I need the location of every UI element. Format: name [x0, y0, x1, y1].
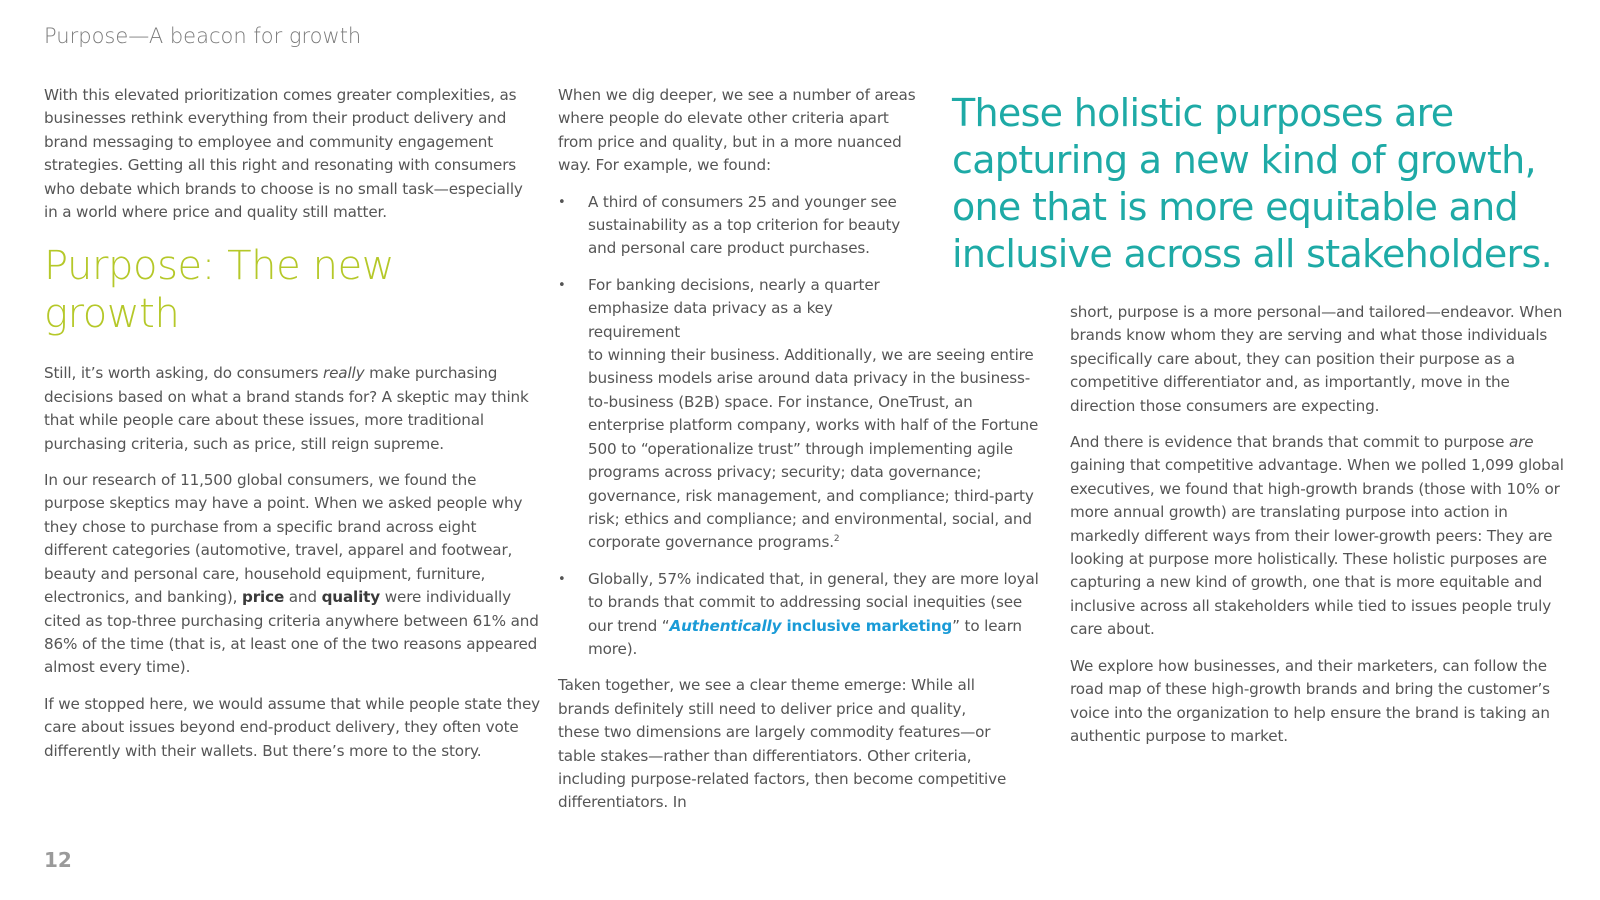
section-heading: Purpose: The new growth	[44, 243, 395, 338]
paragraph-research: In our research of 11,500 global consumers, we found the purpose skeptics may have a point. When we asked people why they chose to purchase from a specific brand across eight different categories (automotive, travel, apparel and footwear, beauty and personal care, household equipment, furniture, electronics, and banking), price and quality were individually cited as top-three purchasing criteria anywhere between 61% and 86% of the time (that is, at least one of the two reasons appeared almost every time).	[44, 471, 539, 677]
paragraph-story: If we stopped here, we would assume that while people state they care about issues beyond end-product delivery, they often vote differently with their wallets. But there’s more to the story.	[44, 694, 540, 760]
paragraph-explore: We explore how businesses, and their marketers, can follow the road map of these high-growth brands and bring the customer’s voice into the organization to help ensure the brand is taking an authentic purpose to market.	[1070, 656, 1550, 745]
paragraph-intro: With this elevated prioritization comes greater complexities, as businesses rethink everything from their product delivery and brand messaging to employee and community engagement strategies. Getting all this right and resonating with consumers who debate which brands to choose is no small task—especially in a world where price and quality still matter.	[44, 86, 523, 222]
bold-quality: quality	[321, 588, 381, 607]
list-item: • Globally, 57% indicated that, in general, they are more loyal to brands that commit to addressing social inequities (see our trend “Authentically inclusive marketing” to learn more).	[558, 568, 1048, 662]
list-item: • For banking decisions, nearly a quarter emphasize data privacy as a key requirement to winning their business. Additionally, we are seeing entire business models arise around data privacy in the business-to-business (B2B) space. For instance, OneTrust, an enterprise platform company, works with half of the Fortune 500 to “operationalize trust” through implementing agile programs across privacy; security; data governance; governance, risk management, and compliance; third-party risk; ethics and compliance; and environmental, social, and corporate governance programs.$^2$	[558, 274, 1048, 555]
footnote-ref: 2	[833, 534, 840, 545]
paragraph-dig-deeper: When we dig deeper, we see a number of areas where people do elevate other criteria apart from price and quality, but in a more nuanced way. For example, we found:	[558, 86, 916, 175]
paragraph-skeptic: Still, it’s worth asking, do consumers really make purchasing decisions based on what a brand stands for? A skeptic may think that while people care about these issues, more traditional purchasing criteria, such as price, still reign supreme.	[44, 364, 529, 453]
paragraph-theme: Taken together, we see a clear theme emerge: While all brands definitely still need to deliver price and quality, these two dimensions are largely commodity features—or table stakes—rather than differentiators. Other criteria, including purpose-related factors, then become competitive differentiators. In	[558, 676, 1007, 812]
bold-price: price	[241, 588, 285, 607]
list-item: • A third of consumers 25 and younger see sustainability as a top criterion for beauty and personal care product purchases.	[558, 191, 1048, 261]
emphasis-are: are	[1508, 433, 1534, 452]
page-number: 12	[44, 848, 72, 872]
trend-link[interactable]: Authentically inclusive marketing	[669, 616, 953, 635]
paragraph-evidence: And there is evidence that brands that commit to purpose are gaining that competitive advantage. When we polled 1,099 global executives, we found that high-growth brands (those with 10% or more annual growth) are translating purpose into action in markedly different ways from their lower-growth peers: They are looking at purpose more holistically. These holistic purposes are capturing a new kind of growth, one that is more equitable and inclusive across all stakeholders while tied to issues people truly care about.	[1070, 433, 1564, 639]
pull-quote: These holistic purposes are capturing a new kind of growth, one that is more equitable and inclusive across all stakeholders.	[952, 91, 1552, 276]
column-left	[44, 84, 540, 776]
emphasis-really: really	[323, 364, 365, 383]
column-right	[1070, 301, 1570, 761]
paragraph-short: short, purpose is a more personal—and tailored—endeavor. When brands know whom they are serving and what those individuals specifically care about, they can position their purpose as a competitive differentiator and, as importantly, move in the direction those consumers are expecting.	[1070, 303, 1563, 415]
running-header: Purpose—A beacon for growth	[44, 24, 362, 48]
